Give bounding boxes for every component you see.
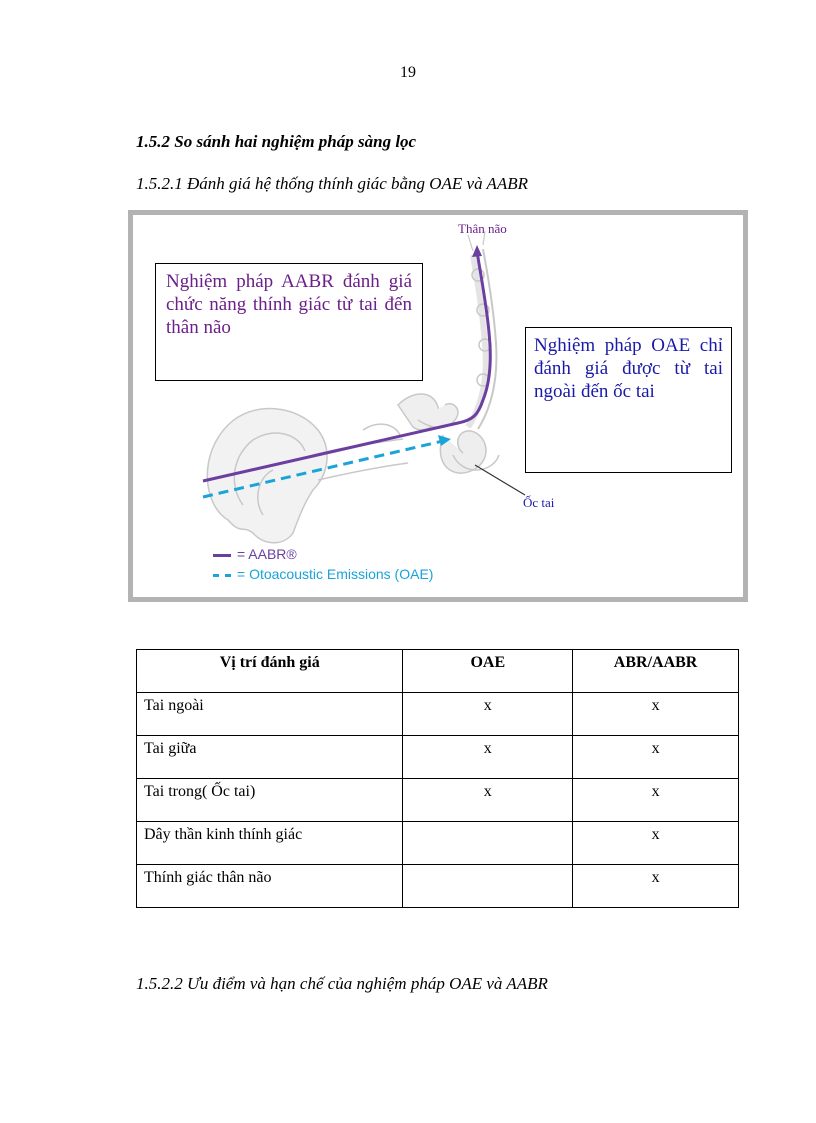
brainstem-label: Thân não <box>458 221 507 236</box>
table-cell-abr: x <box>573 693 739 736</box>
subsection-heading-pros-cons: 1.5.2.2 Ưu điểm và hạn chế của nghiệm pháp OAE và AABR <box>136 974 548 993</box>
comparison-table <box>136 649 739 908</box>
table-header-location: Vị trí đánh giá <box>137 650 403 693</box>
table-cell-location: Thính giác thân não <box>137 865 403 908</box>
table-cell-abr: x <box>573 822 739 865</box>
table-cell-location: Tai trong( Ốc tai) <box>137 779 403 822</box>
table-row <box>137 865 739 908</box>
page-number: 19 <box>400 64 416 81</box>
legend-oae <box>213 566 433 582</box>
table-row <box>137 822 739 865</box>
table-cell-abr: x <box>573 736 739 779</box>
table-header-row <box>137 650 739 693</box>
table-cell-location: Dây thần kinh thính giác <box>137 822 403 865</box>
table-cell-oae <box>403 865 573 908</box>
hearing-pathway-figure <box>128 210 748 602</box>
table-row <box>137 779 739 822</box>
legend-aabr-swatch <box>213 554 231 557</box>
table-cell-abr: x <box>573 779 739 822</box>
legend-oae-swatch <box>213 574 231 577</box>
legend-aabr-text: = AABR® <box>237 546 297 562</box>
legend-aabr <box>213 546 297 562</box>
table-cell-abr: x <box>573 865 739 908</box>
cochlea-label: Ốc tai <box>523 495 555 510</box>
subsection-heading-oae-aabr-assessment: 1.5.2.1 Đánh giá hệ thống thính giác bằng OAE và AABR <box>136 174 529 193</box>
table-cell-oae: x <box>403 779 573 822</box>
oae-callout: Nghiệm pháp OAE chỉ đánh giá được từ tai ngoài đến ốc tai <box>525 327 732 473</box>
table-cell-oae: x <box>403 736 573 779</box>
table-header-abr: ABR/AABR <box>573 650 739 693</box>
aabr-callout: Nghiệm pháp AABR đánh giá chức năng thính giác từ tai đến thân não <box>155 263 423 381</box>
table-row <box>137 736 739 779</box>
legend-oae-text: = Otoacoustic Emissions (OAE) <box>237 566 434 582</box>
table-cell-oae <box>403 822 573 865</box>
cochlea-pointer-line <box>475 465 525 495</box>
table-cell-oae: x <box>403 693 573 736</box>
section-heading: 1.5.2 So sánh hai nghiệm pháp sàng lọc <box>136 132 417 151</box>
table-cell-location: Tai giữa <box>137 736 403 779</box>
table-cell-location: Tai ngoài <box>137 693 403 736</box>
aabr-pathway-arrowhead <box>472 245 482 257</box>
table-row <box>137 693 739 736</box>
table-header-oae: OAE <box>403 650 573 693</box>
